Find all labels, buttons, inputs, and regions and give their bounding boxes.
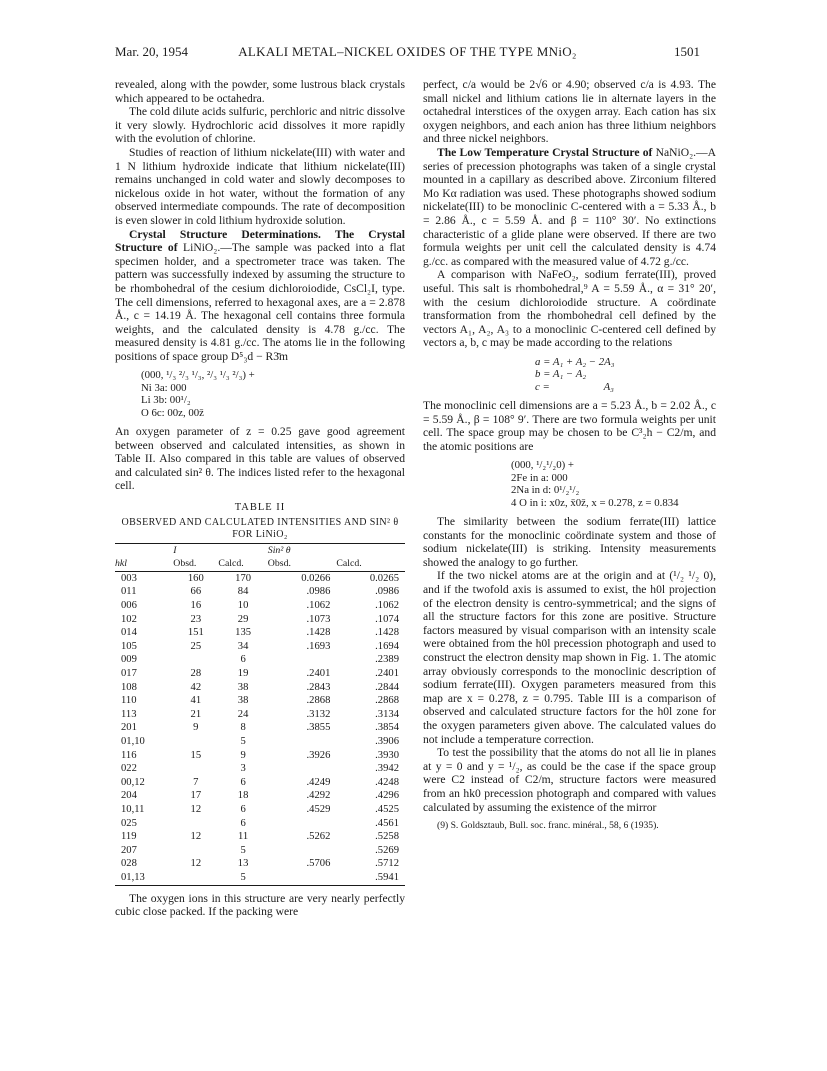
cell-hkl: 00,12 [121, 776, 145, 788]
cell-hkl: 204 [121, 790, 137, 802]
table-row [115, 857, 405, 871]
cell-sin-obsd: .3132 [306, 708, 331, 720]
position-line: Ni 3a: 000 [141, 381, 187, 394]
cell-sin-obsd: .1073 [306, 613, 331, 625]
cell-sin-calcd: .5269 [375, 844, 399, 856]
cell-i-calcd: 6 [240, 654, 246, 666]
cell-i-obsd: 160 [187, 572, 204, 584]
cell-i-calcd: 170 [235, 572, 252, 584]
footnote: (9) S. Goldsztaub, Bull. soc. franc. minéral., 58, 6 (1935). [437, 820, 659, 832]
cell-i-calcd: 38 [237, 681, 249, 693]
paragraph: An oxygen parameter of z = 0.25 gave good agreement between observed and calculated intensities, as shown in Table II. Also compared in this table are values of observed and calculated sin² θ. The indices listed refer to the hexagonal cell. [115, 425, 405, 493]
cell-sin-calcd: .5712 [375, 858, 399, 870]
table-header-calcd: Calcd. [218, 557, 267, 571]
paragraph [115, 228, 405, 364]
table-row [115, 776, 405, 790]
cell-i-obsd [173, 844, 218, 858]
cell-sin-obsd: .5706 [306, 858, 331, 870]
cell-i-calcd: 6 [240, 803, 246, 815]
cell-sin-obsd [268, 653, 337, 667]
table-row [115, 653, 405, 667]
cell-i-calcd: 11 [238, 831, 249, 843]
atomic-positions [511, 459, 716, 509]
cell-sin-obsd: .2401 [306, 668, 331, 679]
cell-i-calcd: 3 [240, 763, 246, 775]
paragraph: To test the possibility that the atoms do not all lie in planes at y = 0 and y = ¹/₂, as could be the case if the space group were C2 instead of C2/m, structure factors were measured from an hk0 precession photograph and compared with values calculated by assuming the existence of the mirror [423, 746, 716, 814]
cell-i-calcd: 5 [240, 844, 246, 856]
cell-hkl: 113 [121, 708, 137, 720]
table-row [115, 571, 405, 585]
cell-sin-obsd: .1062 [306, 600, 331, 612]
table-row [115, 803, 405, 817]
paragraph: The monoclinic cell dimensions are a = 5.23 Å., b = 2.02 Å., c = 5.59 Å., β = 108° 9′. There are two formula weights per unit cell. The space group may be chosen to be C³₂h − C2/m, and the atomic positions are [423, 399, 716, 453]
cell-i-calcd: 5 [218, 871, 267, 885]
cell-i-obsd: 17 [190, 790, 202, 802]
table-row [115, 789, 405, 803]
atomic-positions [141, 369, 405, 419]
cell-i-obsd: 25 [190, 640, 202, 652]
paragraph-body: NaNiO₂.—A series of precession photographs was taken of a single crystal mounted in a capillary as described above. Zirconium filtered Mo Kα radiation was used. These photographs showed sodium nickelate(III) to be monoclinic C-centered with a = 5.33 Å., b = 2.86 Å., c = 5.59 Å. and β = 110° 30′. No extinctions characteristic of a glide plane were observed. If there are two formula weights per unit cell the calculated density is 4.74 g./cc. as compared with the measured value of 4.72 g./cc. [423, 145, 716, 268]
cell-sin-obsd: .4292 [306, 790, 331, 802]
cell-sin-calcd: .3854 [375, 722, 399, 734]
equation-line: c = A₃ [535, 380, 614, 393]
left-column [115, 78, 405, 919]
cell-sin-calcd: .4561 [375, 817, 399, 829]
cell-i-calcd: 24 [237, 708, 249, 720]
cell-i-obsd: 7 [193, 776, 199, 788]
table-row [115, 762, 405, 776]
table-row [115, 735, 405, 749]
cell-sin-calcd: .3134 [375, 708, 399, 720]
equation-line: a = A₁ + A₂ − 2A₃ [535, 355, 615, 368]
cell-i-obsd: 12 [190, 858, 202, 870]
position-line: 2Fe in a: 000 [511, 471, 568, 484]
table-row [115, 871, 405, 885]
cell-sin-obsd: .1428 [306, 627, 331, 639]
cell-i-calcd: 84 [237, 586, 249, 598]
position-line: (000, ¹/₃ ²/₃ ¹/₃, ²/₃ ¹/₃ ²/₃) + [141, 369, 255, 382]
header-title: ALKALI METAL–NICKEL OXIDES OF THE TYPE MNiO₂ [238, 44, 577, 59]
paragraph: If the two nickel atoms are at the origin and at (¹/₂ ¹/₂ 0), and if the twofold axis is assumed to exist, the h0l projection of the electron density is centro-symmetrical; and the signs of all the structure factors for this zone are positive. Structure factors measured by visual comparison with an intensity scale were obtained from the h0l precession photograph and used to construct the electron density map shown in Fig. 1. The atomic array obviously corresponds to the monoclinic description of sodium ferrate(III). Oxygen parameters measured from this map are x = 0.278, z = 0.795. Table III is a comparison of observed and calculated structure factors for the h0l zone for the oxygen parameters given above. The calculated values do not include a temperature correction. [423, 569, 716, 746]
cell-sin-calcd: .0986 [375, 586, 399, 598]
table-row [115, 681, 405, 695]
cell-i-calcd: 9 [240, 749, 246, 761]
cell-i-obsd: 151 [187, 627, 204, 639]
cell-sin-obsd [268, 844, 337, 858]
paragraph: The cold dilute acids sulfuric, perchloric and nitric dissolve it very slowly. Hydrochloric acid dissolves it more rapidly with the evolution of chlorine. [115, 105, 405, 146]
cell-sin-calcd: .2868 [375, 695, 399, 707]
cell-i-calcd: 135 [235, 627, 252, 639]
cell-i-calcd: 6 [240, 817, 246, 829]
cell-sin-obsd: .2868 [306, 695, 331, 707]
position-line: O 6c: 00z, 00z̄ [141, 406, 204, 419]
cell-i-obsd: 9 [193, 722, 199, 734]
cell-sin-calcd: .5258 [375, 831, 399, 843]
cell-i-calcd: 38 [237, 695, 249, 707]
cell-i-obsd [173, 735, 218, 749]
cell-i-calcd: 34 [237, 640, 249, 652]
paragraph: perfect, c/a would be 2√6 or 4.90; observed c/a is 4.93. The small nickel and lithium cations lie in alternate layers in the octahedral interstices of the oxygen array. Each cation has six oxygen neighbors, and each anion has three lithium neighbors and three nickel neighbors. [423, 78, 716, 146]
cell-sin-obsd: .4249 [306, 776, 331, 788]
position-line: (000, ¹/₂¹/₂0) + [511, 459, 574, 472]
table-header-intensity: I [173, 544, 177, 556]
cell-sin-obsd [268, 871, 337, 885]
cell-sin-calcd: .2401 [375, 668, 399, 679]
cell-i-obsd: 12 [190, 803, 202, 815]
cell-sin-obsd: .0986 [306, 586, 331, 598]
page-number: 1501 [674, 44, 700, 59]
right-column [423, 78, 716, 832]
cell-i-calcd: 19 [237, 668, 249, 679]
cell-hkl: 009 [121, 654, 137, 666]
table-row [115, 613, 405, 627]
cell-hkl: 110 [121, 695, 137, 707]
cell-hkl: 017 [121, 668, 137, 679]
cell-i-obsd [173, 871, 218, 885]
transformation-equations [535, 356, 716, 393]
header-date: Mar. 20, 1954 [115, 44, 188, 59]
cell-i-calcd: 8 [240, 722, 246, 734]
table-caption: TABLE II [234, 502, 286, 514]
cell-hkl: 003 [121, 572, 137, 584]
cell-hkl: 006 [121, 600, 137, 612]
paragraph-body: LiNiO₂.—The sample was packed into a flat specimen holder, and a spectrometer trace was taken. The pattern was successfully indexed by assuming the structure to be rhombohedral of the cesium dichloroiodide, CsCl₂I, type. The cell dimensions, referred to hexagonal axes, are a = 2.878 Å., c = 14.19 Å. The hexagonal cell contains three formula weights, and the calculated density is 4.78 g./cc. The measured density is 4.81 g./cc. The atoms lie in the following positions of space group D⁵₃d − R3̄m [115, 241, 405, 363]
cell-hkl: 01,10 [121, 735, 145, 747]
section-heading: Crystal Structure Determinations. The Crystal Structure of [115, 227, 405, 255]
cell-sin-calcd: 0.0265 [369, 572, 399, 584]
table-row [115, 817, 405, 831]
table-row [115, 585, 405, 599]
table-header-blank [115, 543, 173, 557]
table-header-obsd: Obsd. [173, 557, 218, 571]
table-row [115, 708, 405, 722]
cell-sin-obsd [268, 817, 337, 831]
cell-hkl: 011 [121, 586, 137, 598]
paragraph: revealed, along with the powder, some lustrous black crystals which appeared to be octahedra. [115, 78, 405, 105]
table-header-sin2theta: Sin² θ [267, 544, 291, 556]
paragraph: A comparison with NaFeO₂, sodium ferrate(III), proved useful. This salt is rhombohedral,⁹ A = 5.59 Å., α = 31° 20′, with the cesium dichloroiodide structure. A coördinate transformation from the rhombohedral cell defined by the vectors A₁, A₂, A₃ to a monoclinic C-centered cell defined by vectors a, b, c may be made according to the relations [423, 268, 716, 350]
cell-sin-calcd: .1074 [375, 613, 399, 625]
cell-hkl: 102 [121, 613, 137, 625]
cell-hkl: 108 [121, 681, 137, 693]
table-row [115, 626, 405, 640]
cell-i-calcd: 5 [240, 735, 246, 747]
cell-hkl: 01,13 [115, 871, 173, 885]
cell-sin-calcd: .1428 [375, 627, 399, 639]
table-row [115, 694, 405, 708]
table-row [115, 749, 405, 763]
cell-sin-calcd: .3906 [375, 735, 399, 747]
cell-sin-calcd: .1062 [375, 600, 399, 612]
cell-hkl: 116 [121, 749, 137, 761]
cell-i-obsd: 28 [190, 668, 202, 679]
paragraph: The oxygen ions in this structure are very nearly perfectly cubic close packed. If the packing were [115, 891, 405, 919]
cell-hkl: 025 [121, 817, 137, 829]
intensity-table [115, 543, 405, 886]
cell-i-obsd: 42 [190, 681, 202, 693]
table-header-obsd-sin: Obsd. [268, 557, 337, 571]
table-header-hkl: hkl [115, 557, 173, 571]
cell-sin-obsd: .1693 [306, 640, 331, 652]
cell-i-calcd: 10 [237, 600, 249, 612]
position-line: 2Na in d: 0¹/₂¹/₂ [511, 484, 580, 497]
cell-hkl: 119 [121, 831, 137, 843]
table-row [115, 667, 405, 681]
cell-hkl: 105 [121, 640, 137, 652]
cell-sin-calcd: .4296 [375, 790, 399, 802]
table-title: OBSERVED AND CALCULATED INTENSITIES AND SIN² θ FOR LiNiO₂ [121, 516, 399, 540]
cell-sin-calcd: .4248 [375, 776, 399, 788]
cell-sin-obsd: .2843 [306, 681, 331, 693]
cell-sin-obsd [268, 735, 337, 749]
cell-hkl: 022 [121, 763, 137, 775]
cell-sin-obsd: .4529 [306, 803, 331, 815]
table-row [115, 640, 405, 654]
cell-sin-obsd [268, 762, 337, 776]
cell-i-obsd: 15 [190, 749, 202, 761]
cell-i-calcd: 13 [237, 858, 249, 870]
cell-i-calcd: 29 [237, 613, 249, 625]
paragraph: Studies of reaction of lithium nickelate(III) with water and 1 N lithium hydroxide indicate that lithium nickelate(III) remains unchanged in cold water and slowly decomposes to nickelous oxide in hot water, without the formation of any observed intermediate compounds. The rate of decomposition is even slower in cold lithium hydroxide solution. [115, 145, 405, 227]
cell-sin-obsd: .3855 [306, 722, 331, 734]
cell-sin-calcd: .3930 [375, 749, 399, 761]
cell-i-obsd: 41 [190, 695, 202, 707]
cell-sin-obsd: 0.0266 [301, 572, 331, 584]
cell-i-obsd: 66 [190, 586, 202, 598]
cell-i-obsd [173, 817, 218, 831]
cell-sin-calcd: .3942 [375, 763, 399, 775]
position-line: Li 3b: 00¹/₂ [141, 394, 191, 407]
cell-i-obsd: 21 [190, 708, 202, 720]
section-heading: The Low Temperature Crystal Structure of [437, 145, 653, 159]
cell-sin-calcd: .4525 [375, 803, 399, 815]
cell-sin-calcd: .2389 [375, 654, 399, 666]
cell-sin-obsd: .3926 [306, 749, 331, 761]
cell-hkl: 028 [121, 858, 137, 870]
position-line: 4 O in i: x0z, x̄0z̄, x = 0.278, z = 0.834 [511, 496, 679, 509]
cell-sin-calcd: .5941 [336, 871, 405, 885]
table-row [115, 844, 405, 858]
cell-i-obsd: 12 [190, 831, 202, 843]
cell-i-obsd [173, 653, 218, 667]
paragraph [423, 146, 716, 268]
cell-i-obsd: 23 [190, 613, 202, 625]
table-row [115, 721, 405, 735]
cell-hkl: 201 [121, 722, 137, 734]
cell-i-calcd: 6 [240, 776, 246, 788]
table-row [115, 830, 405, 844]
cell-sin-calcd: .2844 [375, 681, 399, 693]
table-row [115, 599, 405, 613]
cell-hkl: 014 [121, 627, 137, 639]
cell-hkl: 10,11 [121, 803, 145, 815]
cell-sin-calcd: .1694 [375, 640, 399, 652]
table-header-calcd-sin: Calcd. [336, 557, 405, 571]
cell-i-calcd: 18 [237, 790, 249, 802]
paragraph: The similarity between the sodium ferrate(III) lattice constants for the monoclinic coördinate system and those of sodium nickelate(III) is striking. Intensity measurements showed the analogy to go further. [423, 515, 716, 569]
cell-sin-obsd: .5262 [306, 831, 331, 843]
running-header [115, 44, 700, 62]
equation-line: b = A₁ − A₂ [535, 368, 587, 381]
cell-i-obsd [173, 762, 218, 776]
cell-i-obsd: 16 [190, 600, 202, 612]
cell-hkl: 207 [121, 844, 137, 856]
